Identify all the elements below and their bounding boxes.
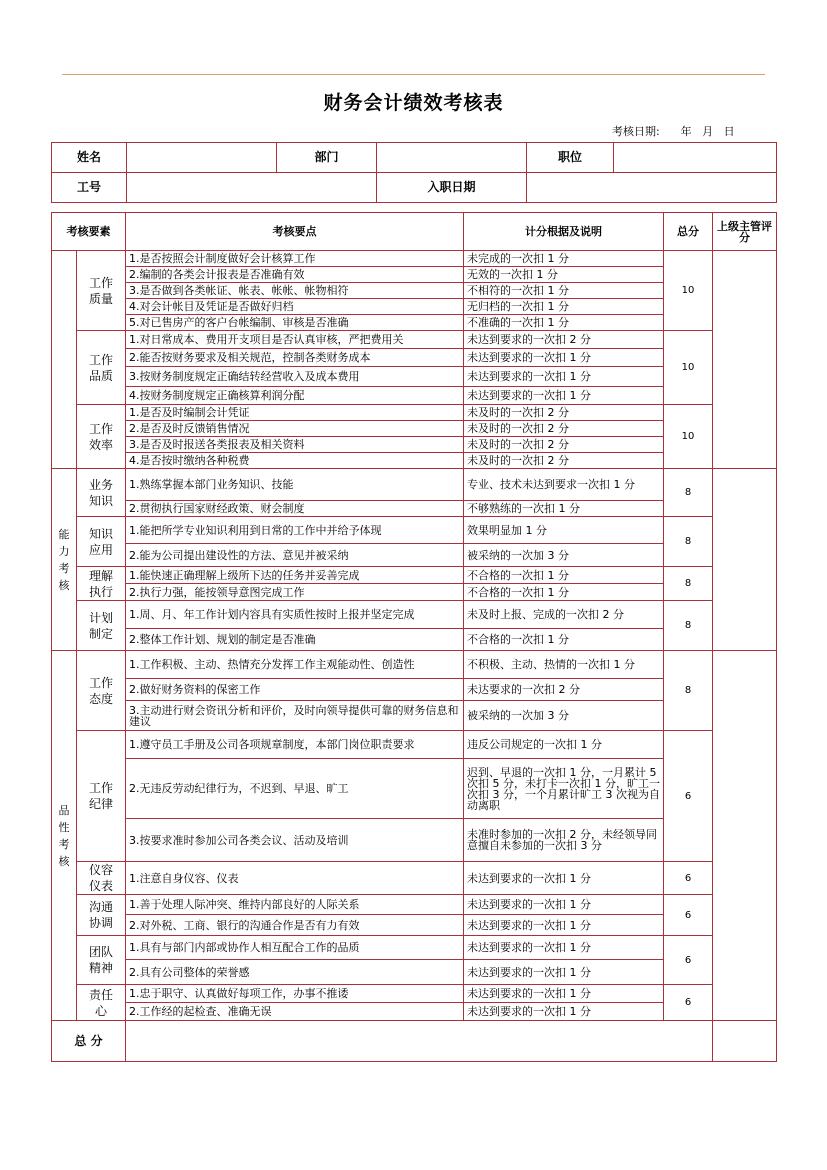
join-date-label: 入职日期: [377, 173, 527, 203]
point-cell: 4.按财务制度规定正确核算利润分配: [126, 387, 464, 405]
basis-cell: 被采纳的一次加 3 分: [464, 544, 664, 567]
basis-cell: 未及时的一次扣 2 分: [464, 453, 664, 469]
basis-cell: 未达到要求的一次扣 1 分: [464, 1003, 664, 1021]
basis-cell: 未达到要求的一次扣 1 分: [464, 387, 664, 405]
basis-cell: 被采纳的一次加 3 分: [464, 701, 664, 731]
basis-cell: 未达到要求的一次扣 1 分: [464, 960, 664, 985]
basis-cell: 迟到、早退的一次扣 1 分，一月累计 5 次扣 5 分，未打卡一次扣 1 分，旷工一次扣 3 分，一个月累计旷工 3 次视为自动离职: [464, 759, 664, 819]
point-cell: 1.周、月、年工作计划内容具有实质性按时上报并坚定完成: [126, 601, 464, 629]
point-cell: 1.是否按照会计制度做好会计核算工作: [126, 251, 464, 267]
score-plan: 8: [664, 601, 713, 651]
score-apply: 8: [664, 517, 713, 567]
sub-attitude: 工作 态度: [77, 651, 126, 731]
sub-team: 团队 精神: [77, 936, 126, 985]
point-cell: 1.对日常成本、费用开支项目是否认真审核，严把费用关: [126, 331, 464, 349]
basis-cell: 无效的一次扣 1 分: [464, 267, 664, 283]
point-cell: 1.能快速正确理解上级所下达的任务并妥善完成: [126, 567, 464, 584]
sub-knowledge-apply: 知识 应用: [77, 517, 126, 567]
basis-cell: 未达到要求的一次扣 1 分: [464, 349, 664, 367]
point-cell: 2.编制的各类会计报表是否准确有效: [126, 267, 464, 283]
basis-cell: 未及时的一次扣 2 分: [464, 405, 664, 421]
point-cell: 1.注意自身仪容、仪表: [126, 862, 464, 895]
basis-cell: 不相符的一次扣 1 分: [464, 283, 664, 299]
score-appearance: 6: [664, 862, 713, 895]
position-field[interactable]: [614, 143, 777, 173]
point-cell: 1.善于处理人际冲突、维持内部良好的人际关系: [126, 895, 464, 915]
dept-label: 部门: [277, 143, 377, 173]
sub-work-quality2: 工作 品质: [77, 331, 126, 405]
name-field[interactable]: [127, 143, 277, 173]
point-cell: 2.能否按财务要求及相关规范，控制各类财务成本: [126, 349, 464, 367]
id-label: 工号: [52, 173, 127, 203]
page-title: 财务会计绩效考核表: [323, 92, 504, 114]
total-field[interactable]: [126, 1021, 713, 1062]
score-work-quality2: 10: [664, 331, 713, 405]
score-efficiency: 10: [664, 405, 713, 469]
basis-cell: 不合格的一次扣 1 分: [464, 629, 664, 651]
point-cell: 2.具有公司整体的荣誉感: [126, 960, 464, 985]
point-cell: 2.贯彻执行国家财经政策、财会制度: [126, 501, 464, 517]
basis-cell: 未完成的一次扣 1 分: [464, 251, 664, 267]
point-cell: 1.能把所学专业知识利用到日常的工作中并给予体现: [126, 517, 464, 544]
position-label: 职位: [527, 143, 614, 173]
name-label: 姓名: [52, 143, 127, 173]
point-cell: 1.熟练掌握本部门业务知识、技能: [126, 469, 464, 501]
basis-cell: 未达到要求的一次扣 2 分: [464, 331, 664, 349]
header-basis: 计分根据及说明: [464, 213, 664, 251]
category-work: [52, 251, 77, 469]
point-cell: 3.主动进行财会资讯分析和评价，及时向领导提供可靠的财务信息和建议: [126, 701, 464, 731]
basis-cell: 未准时参加的一次扣 2 分，未经领导同意擅自未参加的一次扣 3 分: [464, 819, 664, 862]
basis-cell: 未达到要求的一次扣 1 分: [464, 862, 664, 895]
basis-cell: 未及时的一次扣 2 分: [464, 421, 664, 437]
point-cell: 3.是否及时报送各类报表及相关资料: [126, 437, 464, 453]
total-superior-field[interactable]: [713, 1021, 777, 1062]
total-label: 总 分: [52, 1021, 126, 1062]
employee-info-table: [51, 142, 777, 203]
sub-appearance: 仪容 仪表: [77, 862, 126, 895]
score-responsibility: 6: [664, 985, 713, 1021]
superior-score-field[interactable]: [713, 651, 777, 1021]
point-cell: 3.是否做到各类帐证、帐表、帐帐、帐物相符: [126, 283, 464, 299]
header-point: 考核要点: [126, 213, 464, 251]
assessment-date: 考核日期: 年 月 日: [612, 125, 735, 138]
basis-cell: 不够熟练的一次扣 1 分: [464, 501, 664, 517]
sub-biz-knowledge: 业务 知识: [77, 469, 126, 517]
score-biz: 8: [664, 469, 713, 517]
point-cell: 1.遵守员工手册及公司各项规章制度，本部门岗位职责要求: [126, 731, 464, 759]
header-rule: [62, 74, 765, 75]
header-total: 总分: [664, 213, 713, 251]
sub-plan: 计划 制定: [77, 601, 126, 651]
basis-cell: 未达到要求的一次扣 1 分: [464, 936, 664, 960]
basis-cell: 未及时上报、完成的一次扣 2 分: [464, 601, 664, 629]
basis-cell: 未达到要求的一次扣 1 分: [464, 367, 664, 387]
point-cell: 4.是否按时缴纳各种税费: [126, 453, 464, 469]
basis-cell: 未达要求的一次扣 2 分: [464, 679, 664, 701]
basis-cell: 未及时的一次扣 2 分: [464, 437, 664, 453]
point-cell: 2.是否及时反馈销售情况: [126, 421, 464, 437]
basis-cell: 未达到要求的一次扣 1 分: [464, 985, 664, 1003]
category-character: 品 性 考 核: [52, 651, 77, 1021]
point-cell: 3.按财务制度规定正确结转经营收入及成本费用: [126, 367, 464, 387]
sub-understand: 理解 执行: [77, 567, 126, 601]
basis-cell: 违反公司规定的一次扣 1 分: [464, 731, 664, 759]
point-cell: 1.工作积极、主动、热情充分发挥工作主观能动性、创造性: [126, 651, 464, 679]
point-cell: 2.执行力强，能按领导意图完成工作: [126, 584, 464, 601]
header-element: 考核要素: [52, 213, 126, 251]
superior-score-field[interactable]: [713, 469, 777, 651]
dept-field[interactable]: [377, 143, 527, 173]
basis-cell: 不准确的一次扣 1 分: [464, 315, 664, 331]
id-field[interactable]: [127, 173, 377, 203]
basis-cell: 不合格的一次扣 1 分: [464, 567, 664, 584]
point-cell: 2.能为公司提出建设性的方法、意见并被采纳: [126, 544, 464, 567]
point-cell: 1.具有与部门内部或协作人相互配合工作的品质: [126, 936, 464, 960]
point-cell: 2.无违反劳动纪律行为，不迟到、早退、旷工: [126, 759, 464, 819]
score-attitude: 8: [664, 651, 713, 731]
basis-cell: 专业、技术未达到要求一次扣 1 分: [464, 469, 664, 501]
sub-communication: 沟通 协调: [77, 895, 126, 936]
score-communication: 6: [664, 895, 713, 936]
basis-cell: 不积极、主动、热情的一次扣 1 分: [464, 651, 664, 679]
point-cell: 2.工作经的起检查、准确无误: [126, 1003, 464, 1021]
point-cell: 2.整体工作计划、规划的制定是否准确: [126, 629, 464, 651]
point-cell: 5.对已售房产的客户台帐编制、审核是否准确: [126, 315, 464, 331]
superior-score-field[interactable]: [713, 251, 777, 469]
basis-cell: 未达到要求的一次扣 1 分: [464, 895, 664, 915]
point-cell: 2.做好财务资料的保密工作: [126, 679, 464, 701]
assessment-table: [51, 212, 777, 1062]
point-cell: 3.按要求准时参加公司各类会议、活动及培训: [126, 819, 464, 862]
sub-responsibility: 责任 心: [77, 985, 126, 1021]
score-work-quality: 10: [664, 251, 713, 331]
score-discipline: 6: [664, 731, 713, 862]
category-ability: 能 力 考 核: [52, 469, 77, 651]
sub-discipline: 工作 纪律: [77, 731, 126, 862]
point-cell: 1.是否及时编制会计凭证: [126, 405, 464, 421]
sub-work-quality: 工作 质量: [77, 251, 126, 331]
header-superior: 上级主管评分: [713, 213, 777, 251]
basis-cell: 效果明显加 1 分: [464, 517, 664, 544]
score-team: 6: [664, 936, 713, 985]
sub-efficiency: 工作 效率: [77, 405, 126, 469]
join-date-field[interactable]: [527, 173, 777, 203]
basis-cell: 未达到要求的一次扣 1 分: [464, 915, 664, 936]
score-understand: 8: [664, 567, 713, 601]
point-cell: 2.对外税、工商、银行的沟通合作是否有力有效: [126, 915, 464, 936]
basis-cell: 不合格的一次扣 1 分: [464, 584, 664, 601]
basis-cell: 无归档的一次扣 1 分: [464, 299, 664, 315]
point-cell: 1.忠于职守、认真做好每项工作，办事不推诿: [126, 985, 464, 1003]
point-cell: 4.对会计帐目及凭证是否做好归档: [126, 299, 464, 315]
